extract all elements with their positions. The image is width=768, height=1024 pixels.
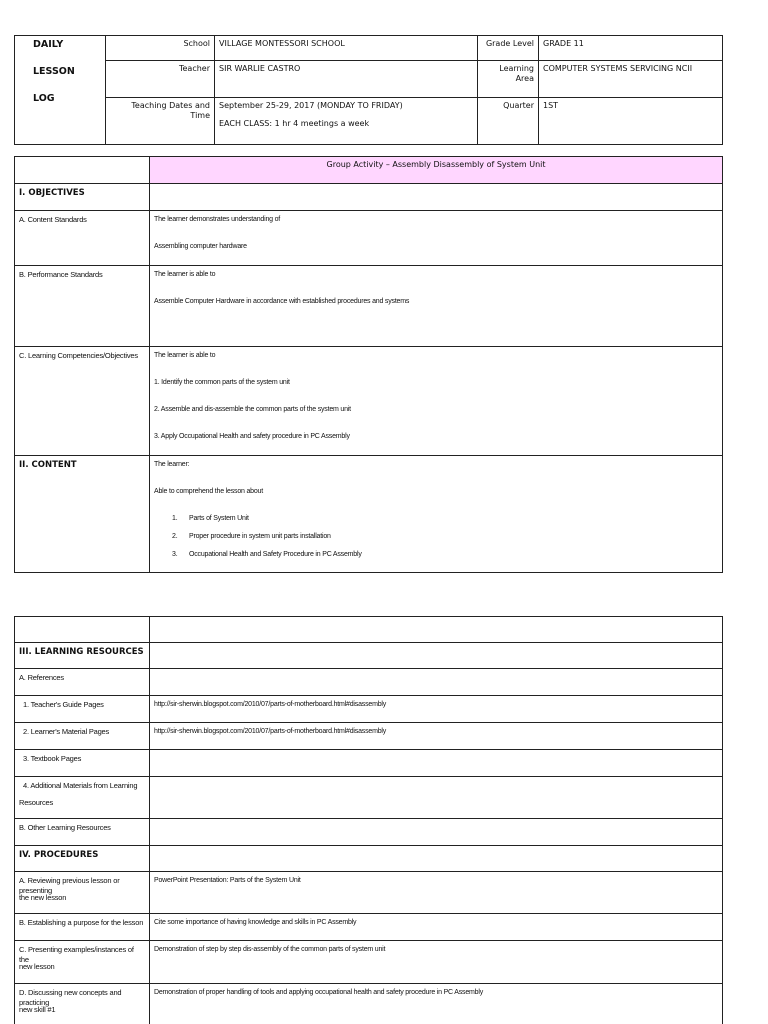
quarter-label: Quarter: [478, 98, 539, 145]
resources-procedures-table: [14, 616, 723, 1024]
procedures-heading: IV. PROCEDURES: [15, 846, 150, 872]
list-item: 3. Occupational Health and Safety Procedure in PC Assembly: [172, 551, 362, 558]
resources-heading: III. LEARNING RESOURCES: [15, 643, 150, 669]
teacher-label: Teacher: [106, 61, 215, 98]
school-value: VILLAGE MONTESSORI SCHOOL: [215, 36, 478, 61]
proc-b-value: Cite some importance of having knowledge and skills in PC Assembly: [150, 914, 723, 941]
list-item: 1. Parts of System Unit: [172, 515, 249, 522]
objectives-content-table: [14, 156, 723, 573]
blank-cell: [150, 184, 723, 211]
content-intro-line: Able to comprehend the lesson about: [154, 488, 263, 495]
proc-c-label: C. Presenting examples/instances of the new lesson: [15, 941, 150, 984]
competencies-value: [150, 347, 723, 456]
other-resources-label: B. Other Learning Resources: [15, 819, 150, 846]
blank-cell: [150, 777, 723, 819]
content-standards-line: The learner demonstrates understanding of: [154, 216, 281, 223]
dates-value: September 25-29, 2017 (MONDAY TO FRIDAY): [219, 101, 403, 110]
quarter-value: 1ST: [539, 98, 723, 145]
proc-a-value: PowerPoint Presentation: Parts of the System Unit: [150, 872, 723, 914]
proc-b-label: B. Establishing a purpose for the lesson: [15, 914, 150, 941]
header-table: [14, 35, 723, 145]
school-label: School: [106, 36, 215, 61]
blank-cell: [15, 617, 150, 643]
tg-value: http://sir-sherwin.blogspot.com/2010/07/parts-of-motherboard.html#disassembly: [150, 696, 723, 723]
competency-line: 2. Assemble and dis-assemble the common parts of the system unit: [154, 406, 351, 413]
blank-cell: [150, 669, 723, 696]
blank-cell: [150, 819, 723, 846]
proc-d-label: D. Discussing new concepts and practicing new skill #1: [15, 984, 150, 1024]
grade-level-value: GRADE 11: [539, 36, 723, 61]
content-list: [154, 514, 718, 568]
tg-label: 1. Teacher's Guide Pages: [15, 696, 150, 723]
dll-word-log: LOG: [33, 93, 55, 104]
learning-area-value: COMPUTER SYSTEMS SERVICING NCII: [539, 61, 723, 98]
performance-standards-value: [150, 266, 723, 347]
proc-d-value: Demonstration of proper handling of tools and applying occupational health and safety procedure in PC Assembly: [150, 984, 723, 1024]
dll-word-daily: DAILY: [33, 39, 64, 50]
content-value: [150, 456, 723, 573]
content-standards-line: Assembling computer hardware: [154, 243, 247, 250]
proc-c-value: Demonstration of step by step dis-assembly of the common parts of system unit: [150, 941, 723, 984]
content-intro-line: The learner:: [154, 461, 190, 468]
blank-cell: [150, 643, 723, 669]
dates-cell: [215, 98, 478, 145]
content-standards-label: A. Content Standards: [15, 211, 150, 266]
performance-standards-line: The learner is able to: [154, 271, 216, 278]
textbook-label: 3. Textbook Pages: [15, 750, 150, 777]
lm-label: 2. Learner's Material Pages: [15, 723, 150, 750]
learning-area-label: Learning Area: [478, 61, 539, 98]
additional-materials-label: 4. Additional Materials from Learning Resources: [15, 777, 150, 819]
dates-label: Teaching Dates and Time: [106, 98, 215, 145]
references-label: A. References: [15, 669, 150, 696]
content-standards-value: [150, 211, 723, 266]
performance-standards-line: Assemble Computer Hardware in accordance with established procedures and systems: [154, 298, 410, 305]
competency-line: The learner is able to: [154, 352, 216, 359]
proc-a-label: A. Reviewing previous lesson or presenting the new lesson: [15, 872, 150, 914]
competency-line: 1. Identify the common parts of the system unit: [154, 379, 290, 386]
objectives-heading: I. OBJECTIVES: [15, 184, 150, 211]
daily-lesson-log-title: [15, 36, 106, 145]
blank-cell: [15, 157, 150, 184]
content-heading: II. CONTENT: [15, 456, 150, 573]
dll-word-lesson: LESSON: [33, 66, 75, 77]
blank-cell: [150, 846, 723, 872]
activity-title: Group Activity – Assembly Disassembly of System Unit: [150, 157, 723, 184]
teacher-value: SIR WARLIE CASTRO: [215, 61, 478, 98]
blank-cell: [150, 750, 723, 777]
list-item: 2. Proper procedure in system unit parts installation: [172, 533, 331, 540]
performance-standards-label: B. Performance Standards: [15, 266, 150, 347]
grade-level-label: Grade Level: [478, 36, 539, 61]
lm-value: http://sir-sherwin.blogspot.com/2010/07/parts-of-motherboard.html#disassembly: [150, 723, 723, 750]
time-value: EACH CLASS: 1 hr 4 meetings a week: [219, 119, 370, 129]
blank-cell: [150, 617, 723, 643]
competency-line: 3. Apply Occupational Health and safety procedure in PC Assembly: [154, 433, 350, 440]
competencies-label: C. Learning Competencies/Objectives: [15, 347, 150, 456]
